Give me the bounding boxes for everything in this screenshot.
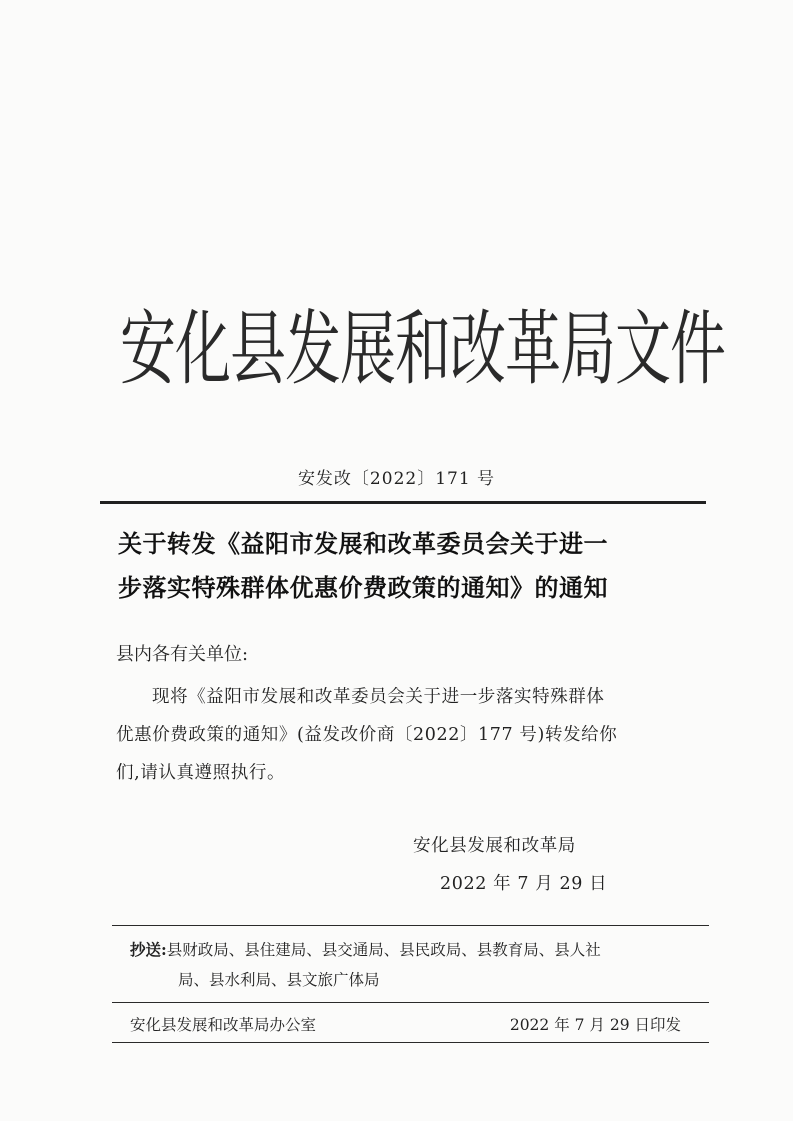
notice-title-line: 步落实特殊群体优惠价费政策的通知》的通知 bbox=[118, 573, 608, 602]
footer-divider bbox=[112, 1042, 709, 1043]
cc-recipients-continued: 局、县水利局、县文旅广体局 bbox=[178, 971, 380, 989]
document-number: 安发改〔2022〕171 号 bbox=[297, 469, 496, 489]
issuing-office: 安化县发展和改革局办公室 bbox=[130, 1016, 317, 1034]
cc-divider-bottom bbox=[112, 1002, 709, 1003]
notice-title-line: 关于转发《益阳市发展和改革委员会关于进一 bbox=[118, 529, 608, 558]
body-line: 优惠价费政策的通知》(益发改价商〔2022〕177 号)转发给你 bbox=[116, 725, 618, 745]
cc-label: 抄送: bbox=[130, 940, 167, 959]
cc-recipients: 县财政局、县住建局、县交通局、县民政局、县教育局、县人社 bbox=[166, 941, 601, 959]
signature-organization: 安化县发展和改革局 bbox=[413, 836, 576, 856]
issuer-title: 安化县发展和改革局文件 bbox=[120, 303, 725, 398]
cc-block bbox=[130, 935, 705, 995]
addressee: 县内各有关单位: bbox=[116, 644, 249, 665]
print-date: 2022 年 7 月 29 日印发 bbox=[509, 1016, 681, 1034]
body-paragraph bbox=[116, 678, 706, 792]
body-line: 们,请认真遵照执行。 bbox=[116, 763, 286, 783]
cc-divider-top bbox=[112, 925, 709, 926]
body-line: 现将《益阳市发展和改革委员会关于进一步落实特殊群体 bbox=[152, 687, 605, 707]
signature-date: 2022 年 7 月 29 日 bbox=[440, 874, 608, 894]
header-divider bbox=[100, 501, 706, 504]
notice-title bbox=[118, 522, 703, 610]
